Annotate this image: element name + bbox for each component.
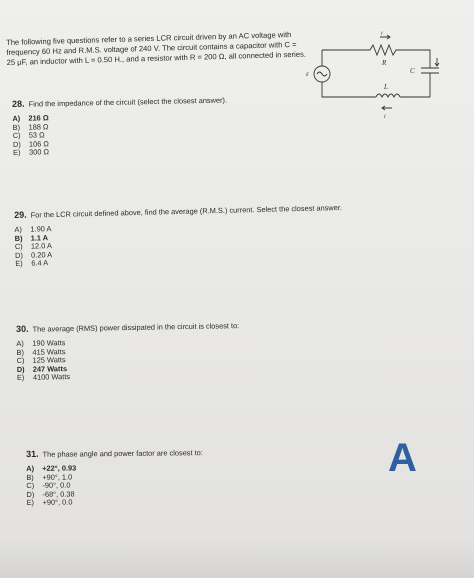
- choice-text: +90°, 0.0: [42, 497, 73, 508]
- choice-text: +90°, 1.0: [42, 472, 73, 482]
- choice-text: 106 Ω: [28, 139, 49, 149]
- question-text: For the LCR circuit defined above, find the average (R.M.S.) current. Select the closest answer.: [30, 202, 343, 220]
- choice-text: 0.20 A: [30, 249, 53, 260]
- choice-letter: E): [13, 148, 21, 158]
- question-prompt: [16, 320, 239, 334]
- choice-letter: A): [16, 338, 24, 348]
- question-text: The average (RMS) power dissipated in the circuit is closest to:: [32, 321, 240, 334]
- choice-letter: B): [14, 233, 23, 243]
- choice-letter: A): [26, 463, 35, 473]
- choice-list: [12, 110, 228, 157]
- question-prompt: [14, 202, 342, 220]
- question-28: [12, 94, 228, 157]
- question-31: [26, 447, 203, 508]
- question-30: [16, 320, 240, 383]
- capacitor-label: C: [410, 67, 415, 75]
- question-text: The phase angle and power factor are closest to:: [42, 448, 203, 459]
- choice-letter: A): [12, 113, 21, 123]
- choice-text: -90°, 0.0: [42, 480, 71, 491]
- page-shadow: [0, 538, 474, 578]
- choice-list: [26, 463, 203, 508]
- question-number: 28.: [12, 98, 25, 109]
- choice-letter: C): [14, 241, 23, 252]
- choice-letter: D): [12, 139, 21, 149]
- choice-letter: D): [26, 489, 35, 499]
- question-29: [14, 202, 343, 269]
- question-number: 31.: [26, 448, 39, 459]
- question-number: 30.: [16, 323, 29, 334]
- question-text: Find the impedance of the circuit (select the closest answer).: [28, 95, 228, 109]
- question-prompt: [12, 94, 227, 108]
- current-label-top: i: [381, 31, 383, 37]
- choice-text: 300 Ω: [29, 147, 50, 158]
- choice-text: 188 Ω: [28, 121, 49, 132]
- choice-letter: C): [16, 356, 25, 366]
- question-number: 29.: [14, 209, 27, 220]
- choice-list: [14, 218, 343, 269]
- choice-text: 216 Ω: [28, 113, 49, 123]
- choice-e: [27, 498, 204, 508]
- choice-text: 12.0 A: [30, 241, 52, 251]
- choice-e: [17, 370, 240, 382]
- choice-letter: B): [26, 472, 34, 482]
- choice-text: 247 Watts: [32, 363, 68, 374]
- choice-letter: A): [14, 224, 22, 234]
- choice-letter: C): [26, 481, 35, 491]
- inductor-label: L: [384, 83, 388, 91]
- choice-text: 190 Watts: [32, 338, 66, 348]
- choice-text: 1.1 A: [30, 232, 49, 243]
- choice-list: [16, 336, 240, 383]
- choice-letter: C): [12, 131, 21, 141]
- choice-text: +22°, 0.93: [42, 463, 77, 473]
- lcr-circuit-diagram: [300, 30, 450, 120]
- current-label-bottom: i: [384, 114, 386, 120]
- question-prompt: [26, 447, 203, 459]
- choice-e: [13, 145, 228, 158]
- choice-letter: E): [16, 373, 25, 383]
- choice-text: 415 Watts: [32, 346, 66, 357]
- choice-letter: D): [16, 364, 25, 374]
- intro-paragraph: The following five questions refer to a series LCR circuit driven by an AC voltage with frequency 60 Hz and R.M.S. voltage of 240 V. The circuit contains a capacitor with C = 25 μF, an inductor with L = 0.50 H., and a resistor with R = 200 Ω, all connected in series.: [6, 30, 307, 67]
- source-label: ε: [306, 70, 309, 78]
- choice-letter: E): [26, 498, 35, 508]
- choice-text: 6.4 A: [31, 258, 49, 268]
- choice-letter: D): [14, 250, 24, 260]
- resistor-label: R: [382, 59, 387, 67]
- choice-letter: B): [12, 122, 21, 132]
- choice-letter: B): [16, 347, 24, 357]
- choice-text: 125 Watts: [32, 355, 66, 365]
- choice-text: 1.90 A: [30, 224, 52, 234]
- choice-text: 4100 Watts: [32, 372, 71, 383]
- handwritten-grade: A: [388, 436, 417, 480]
- choice-text: 53 Ω: [28, 130, 45, 140]
- choice-text: -68°, 0.38: [42, 489, 75, 499]
- choice-letter: E): [15, 259, 23, 269]
